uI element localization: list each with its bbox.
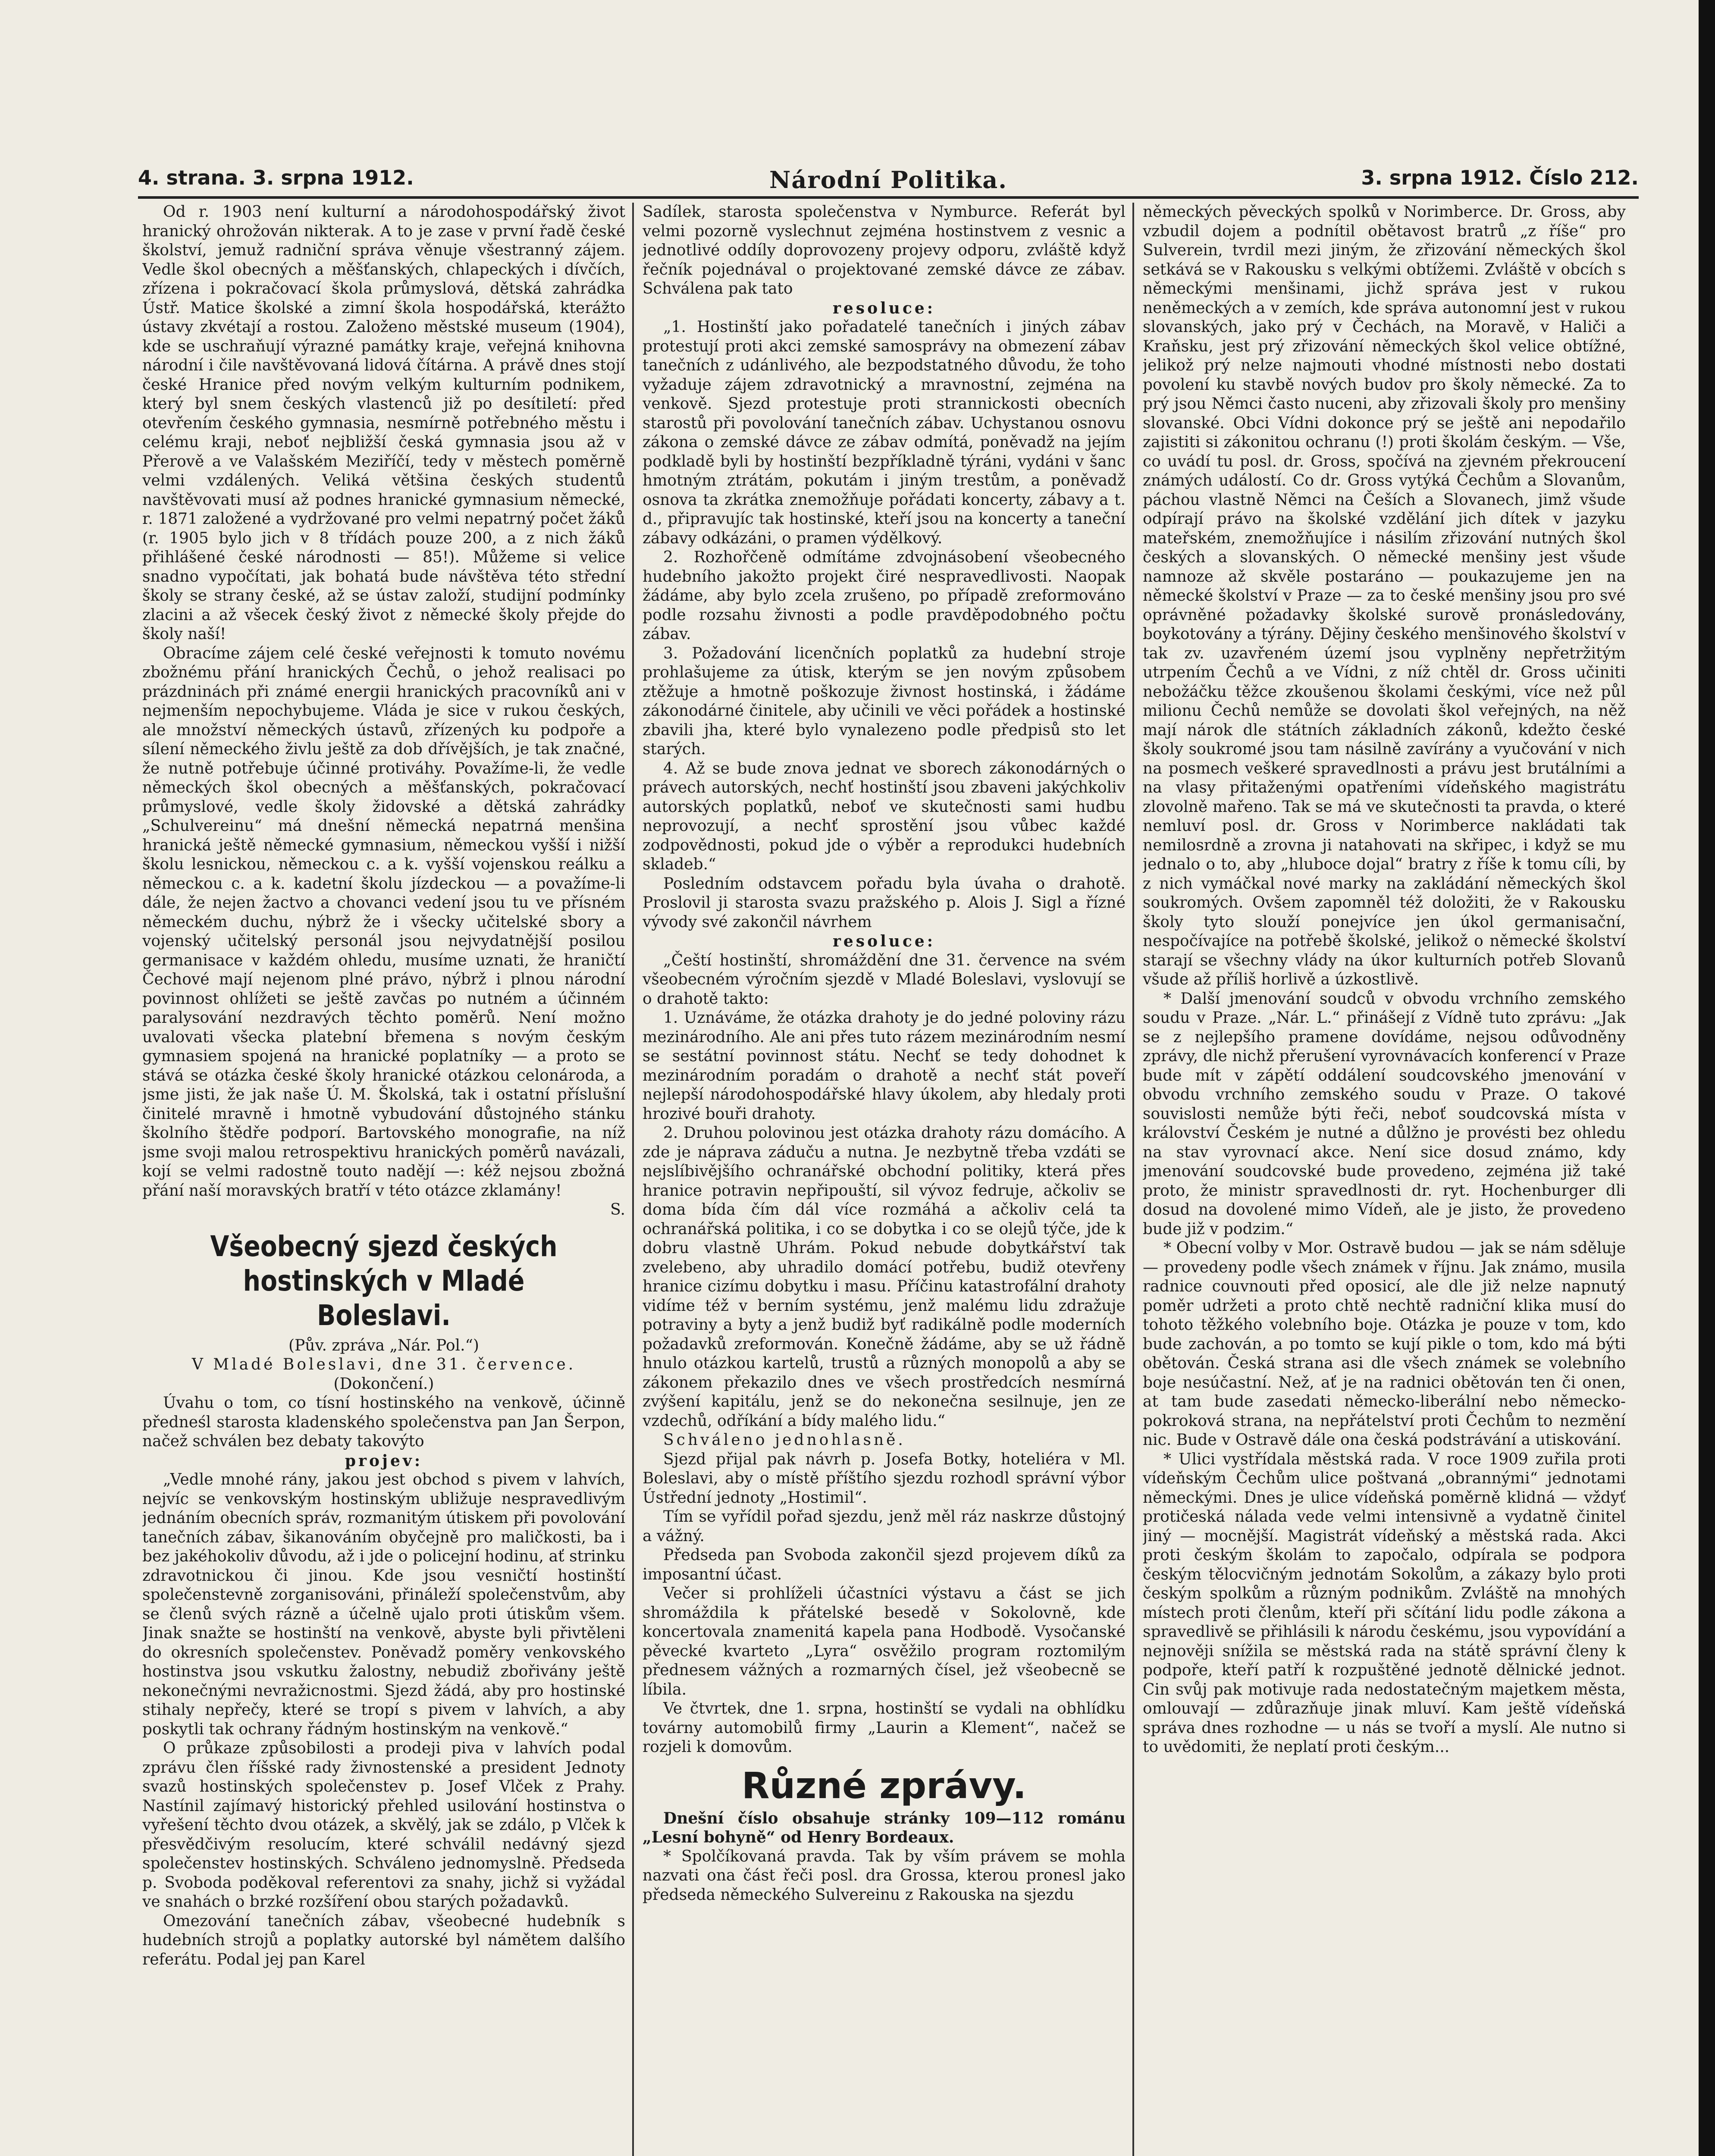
- scan-edge: [1699, 0, 1715, 2156]
- article-source: (Pův. zpráva „Nár. Pol.“): [288, 1336, 479, 1354]
- resolution-point: 2. Rozhořčeně odmítáme zdvojnásobení všeobecného hudebního jakožto projekt čiré nespravedlivosti. Naopak žádáme, aby bylo zcela zrušeno, po případě zreformováno podle rozsahu živnosti a podle pravděpodobného počtu zábav.: [643, 548, 1126, 643]
- section-title: Různé zprávy.: [741, 1764, 1027, 1807]
- article-paragraph: Předseda pan Svoboda zakončil sjezd projevem díků za imposantní účast.: [643, 1546, 1126, 1583]
- article-paragraph: Sjezd přijal pak návrh p. Josefa Botky, hoteliéra v Ml. Boleslavi, aby o místě příštího sjezdu rozhodl správní výbor Ústřední jednoty „Hostimil“.: [643, 1450, 1126, 1507]
- article-paragraph: Ve čtvrtek, dne 1. srpna, hostinští se vydali na obhlídku továrny automobilů firmy „Laurin a Klement“, načež se rozjeli k domovům.: [643, 1700, 1126, 1756]
- projev-label: projev:: [345, 1451, 423, 1470]
- column-2: [643, 203, 1126, 2156]
- news-item: Dnešní číslo obsahuje stránky 109—112 románu „Lesní bohyně“ od Henry Bordeaux.: [643, 1809, 1126, 1846]
- resolution-point: 2. Druhou polovinou jest otázka drahoty rázu domácího. A zde je náprava záduču a nutna. Je nezbytně třeba vzdáti se nejslíbivějšího ochranářské obchodní politiky, která přes hranice potravin nepřipouští, sil vývoz fedruje, ačkoliv se doma bída čím dál více rozmáhá a ačkoliv celá ta ochranářská politika, i co se dobytka i co se olejů týče, jde k dobru vlastně Uhrám. Pokud nebude dobytkářství tak zvelebeno, aby uhradilo domácí potřebu, budiž otevřeny hranice cizímu dobytku i masu. Příčinu katastrofální drahoty vidíme též v berním systému, jenž malému lidu zdražuje potraviny a byty a jenž budiž byť radikálně podle moderních požadavků zreformován. Konečně žádáme, aby se už řádně hnulo otázkou kartelů, trustů a různých monopolů a aby se zákonem překazilo dnes ve všech prostředcích nesmírná zvýšení kapitálu, jenž se do nekonečna sesilnuje, jen ze vzdechů, odříkání a bídy malého lidu.“: [643, 1124, 1126, 1430]
- article-paragraph: Úvahu o tom, co tísní hostinského na venkově, účinně předneśl starosta kladenského společenstva pan Jan Šerpon, načež schválen bez debaty takovýto: [142, 1394, 625, 1450]
- header-rule: [138, 196, 1639, 199]
- article-paragraph: Tím se vyřídil pořad sjezdu, jenž měl ráz naskrze důstojný a vážný.: [643, 1508, 1126, 1545]
- resolution-point: „1. Hostinští jako pořadatelé tanečních i jiných zábav protestují proti akci zemské samosprávy na obmezení zábav tanečních z udánlivého, ale bezpodstatného důvodu, že toho vyžaduje zájem zdravotnický a mravnostní, zejména na venkově. Sjezd protestuje proti strannickosti obecních starostů při povolování tanečních zábav. Uchystanou osnovu zákona o zemské dávce ze zábav odmítá, poněvadž na jejím podkladě byli by hostinští bezpříkladně týráni, vydáni v šanc hmotným ztrátám, pokutám i jiným trestům, a poněvadž osnova ta zkrátka znemožňuje pořádati koncerty, zábavy a t. d., připravujíc tak hostinské, kteří jsou na koncerty a taneční zábavy odkázáni, o pramen výdělkový.: [643, 318, 1126, 547]
- article-hranice-paragraph: Od r. 1903 není kulturní a národohospodářský život hranický ohrožován nikterak. A to je zase v první řadě české školství, jemuž radniční správa věnuje všestranný zájem. Vedle škol obecných a měšťanských, chlapeckých i dívčích, zřízena i pokračovací škola průmyslová, dětská zahrádka Ústř. Matice školské a zimní škola hospodářská, kterážto ústavy zkvétají a rostou. Založeno městské museum (1904), kde se uschraňují výrazné památky kraje, veřejná knihovna národní i čile navštěvovaná lidová čítárna. A právě dnes stojí české Hranice před novým velkým kulturním podnikem, který byl snem českých vlastenců již po desítiletí: před otevřením českého gymnasia, nesmírně potřebného městu i celému kraji, neboť nejbližší česká gymnasia jsou až v Přerově a ve Valašském Meziříčí, tedy v městech poměrně velmi vzdálených. Veliká většina českých studentů navštěvovati musí až podnes hranické gymnasium německé, r. 1871 založené a vydržované pro velmi nepatrný počet žáků (r. 1905 bylo jich v 8 třídách pouze 200, a z nich žáků přihlášené české národnosti — 85!). Můžeme si velice snadno vypočítati, jak bohatá bude návštěva této střední školy se strany české, až se ústav založí, studijní podmínky zlacini a až všecek český život z německé školy přejde do školy naší!: [142, 203, 625, 643]
- article-hranice-paragraph: Obracíme zájem celé české veřejnosti k tomuto novému zbožnému přání hranických Čechů, o jehož realisaci po prázdninách při známé energii hranických pracovníků ani v nejmenším nepochybujeme. Vláda je sice v rukou českých, ale množství německých ústavů, zřízených ku podpoře a sílení německého živlu ještě za dob dřívějších, je tak značné, že nutně potřebuje účinné protiváhy. Považíme-li, že vedle německých škol obecných a měšťanských, pokračovací průmyslové, vedle školy židovské a dětská zahrádky „Schulvereinu“ má dnešní německá nepatrná menšina hranická ještě německé gymnasium, německou vyšší i nižší školu lesnickou, německou c. a k. vyšší vojenskou reálku a německou c. a k. kadetní školu jízdeckou — a považíme-li dále, že nejen žactvo a chovanci vedení jsou tu ve přísném německém duchu, nýbrž že i všecky učitelské sbory a vojenský učitelský personál jsou nejvydatnější posilou germanisace v každém ohledu, musíme uznati, že hraničtí Čechové mají nejenom plné právo, nýbrž i plnou národní povinnost ohlížeti se ještě zavčas po nutném a účinném paralysování nezdravých těchto poměrů. Není možno uvalovati všecka platební břemena s novým českým gymnasiem spojená na hranické poplatníky — a proto se stává se otázka české školy hranické otázkou celonároda, a jsme jisti, že jak naše Ú. M. Školská, tak i ostatní příslušní činitelé mravně i hmotně vybudování důstojného stánku školního štědře podporí. Bartovského monografie, na níž jsme svoji malou retrospektivu hranických poměrů navázali, kojí se velmi radostně touto nadějí —: kéž nejsou zbožná přání naší moravských bratří v této otázce zklamány!: [142, 644, 625, 1200]
- news-item: * Další jmenování soudců v obvodu vrchního zemského soudu v Praze. „Nár. L.“ přinášejí z Vídně tuto zprávu: „Jak se z nejlepšího pramene dovídáme, nejsou odůvodněny zprávy, dle nichž přerušení vyrovnávacích konferencí v Praze bude mít v zápětí oddálení soudcovského jmenování v obvodu vrchního zemského soudu v Praze. O takové souvislosti nemůže býti řeči, neboť soudcovská místa v království Českém je nutné a důlžno je provésti bez ohledu na stav vyrovnací akce. Není sice dosud známo, kdy jmenování soudcovské bude provedeno, zejména již také proto, že ministr spravedlnosti dr. ryt. Hochenburger dli dosud na dovolené mimo Vídeň, ale je jisto, že provedeno bude již v podzim.“: [1143, 990, 1626, 1238]
- header-date-left: 4. strana. 3. srpna 1912.: [138, 166, 414, 189]
- header-issue-right: 3. srpna 1912. Číslo 212.: [1361, 166, 1639, 189]
- resolution-paragraph: „Čeští hostinští, shromáždění dne 31. července na svém všeobecném výročním sjezdě v Mladé Boleslavi, vyslovují se o drahotě takto:: [643, 951, 1126, 1008]
- masthead-title: Národní Politika.: [769, 166, 1007, 194]
- article-headline: Všeobecný sjezd českých hostinských v Mladé Boleslavi.: [210, 1229, 558, 1332]
- article-paragraph: Schváleno jednohlasně.: [663, 1431, 906, 1449]
- column-divider-2: [1132, 203, 1134, 2156]
- article-paragraph: Omezování tanečních zábav, všeobecné hudebník s hudebních strojů a poplatky autorské byl námětem dalšího referátu. Podal jej pan Karel: [142, 1912, 625, 1968]
- article-paragraph: „Vedle mnohé rány, jakou jest obchod s pivem v lahvích, nejvíc se venkovským hostinským ubližuje nespravedlivým jednáním obecních správ, rozmanitým útiskem při povolování tanečních zábav, šikanováním obyčejně pro maličkosti, ba i bez jakéhokoliv důvodu, až i jde o policejní hodinu, ať strinku zdravotnickou či jinou. Kde jsou vesničtí hostinští společenstevně zorganisováni, přináleží společenstvům, aby se členů svých rázně a účelně ujalo proti útiskům všem. Jinak snažte se hostinští na venkově, abyste byli přivtěleni do okresních společenstev. Poněvadž poměry venkovského hostinstva jsou vskutku žalostny, nebudiž zbořivány ještě nekonečnými nevražicnostmi. Sjezd žádá, aby pro hostinské stihaly nepřečy, které se tropí s pivem v lahvích, a aby poskytli tak ochrany řádným hostinským na venkově.“: [142, 1471, 625, 1738]
- news-item: * Obecní volby v Mor. Ostravě budou — jak se nám sděluje — provedeny podle všech známek v říjnu. Jak známo, musila radnice couvnouti před oposicí, ale dle již nelze napnutý poměr udržeti a proto chtě nechtě radniční klika musí do tohoto těžkého volebního boje. Otázka je pouze v tom, kdo bude zachován, a po tomto se kují pikle o tom, kdo má býti obětován. Česká strana asi dle všech známek se volebního boje nesúčastní. Než, ať je na radnici obětován ten či onen, at tam bude zasedati německo-liberální nebo německo-pokroková strana, na nepřátelství proti Čechům to nezmění nic. Bude v Ostravě dále ona česká podstrávání a utiskování.: [1143, 1239, 1626, 1449]
- article-paragraph: Večer si prohlíželi účastníci výstavu a část se jich shromáždila k přátelské besedě v Sokolovně, kde koncertovala znamenitá kapela pana Hodbodě. Vysočanské pěvecké kvarteto „Lyra“ osvěžilo program roztomilým přednesem vážných a rozmarných čísel, jež všeobecně se líbila.: [643, 1585, 1126, 1698]
- resolution-label: resoluce:: [832, 299, 936, 317]
- article-dateline: V Mladé Boleslavi, dne 31. července.: [191, 1356, 576, 1373]
- article-paragraph: Sadílek, starosta společenstva v Nymburce. Referát byl velmi pozorně vyslechnut zejména hostinstvem z vesnic a jednotlivé oddíly doprovozeny projevy odporu, zvláště když řečník pojednával o projektované zemské dávce ze zábav. Schválena pak tato: [643, 203, 1126, 298]
- article-paragraph: Posledním odstavcem pořadu byla úvaha o drahotě. Proslovil ji starosta svazu pražského p. Alois J. Sigl a řízné vývody své zakončil návrhem: [643, 874, 1126, 931]
- resolution-point: 4. Až se bude znova jednat ve sborech zákonodárných o právech autorských, nechť hostinští jsou zbaveni jakýchkoliv autorských poplatků, neboť ve skutečnosti sami hudbu neprovozují, a nechť sprostění jsou vůbec každé zodpovědnosti, pokud jde o výběr a reprodukci hudebních skladeb.“: [643, 759, 1126, 873]
- page-header: [138, 166, 1639, 196]
- resolution-label: resoluce:: [832, 932, 936, 950]
- news-item: německých pěveckých spolků v Norimberce. Dr. Gross, aby vzbudil dojem a podnítil obětavost bratrů „z říše“ pro Sulverein, tvrdil mezi jiným, že zřizování německých škol setkává se v Rakousku s velkými obtížemi. Zvláště v obcích s německými menšinami, jichž správa jest v rukou neněmeckých a v zemích, kde správa autonomní jest v rukou slovanských, jako prý v Čechách, na Moravě, v Haliči a Kraňsku, jest prý zřizování německých škol velice obtížné, jelikož prý nelze najmouti vhodné místnosti nebo dostati povolení ku stavbě nových budov pro školy německé. Za to prý jsou Němci často nuceni, aby zřizovali školy pro menšiny slovanské. Obci Vídni dokonce prý se ještě ani nepodařilo zajistiti si zákonitou ochranu (!) proti školám českým. — Vše, co uvádí tu posl. dr. Gross, spočívá na zjevném překroucení známých událostí. Co dr. Gross vytýká Čechům a Slovanům, páchou vlastně Němci na Češích a Slovanech, jimž všude odpírají právo na školské vzdělání jich dítek v jazyku mateřském, znemožňujíce i násilím zřizování nutných škol českých a slovanských. O německé menšiny jest všude namnoze až skvěle postaráno — poukazujeme jen na německé školství v Praze — za to české menšiny jsou pro své oprávněné požadavky školské surově pronásledovány, boykotovány a týrány. Dějiny českého menšinového školství v tak zv. uzavřeném území jsou vyplněny nepřetržitým utrpením Čechů a ve Vídni, z níž chtěl dr. Gross učiniti nebožáčku těžce zkoušenou školami českými, více než půl milionu Čechů nemůže se dovolati škol veřejných, na něž mají nárok dle státních základních zákonů, kdežto české školy soukromé jsou tam násilně zavírány a vyučování v nich na posmech veškeré spravedlnosti a právu jest brutálními a na vlasy přitaženými opatřeními vídeňského magistrátu zlovolně mařeno. Tak se má ve skutečnosti ta pravda, o které nemluví posl. dr. Gross v Norimberce nakládati tak nemilosrdně a zrovna ji natahovati na skřipec, i když se mu jednalo o to, aby „hluboce dojal“ bratry z říše k tomu cíli, by z nich vymáčkal nové marky na zakládání německých škol soukromých. Ovšem zapomněl též doložiti, že v Rakousku školy tyto slouží ponejvíce jen úkol germanisační, nespočívajíce na potřebě školské, jelikož o německé školství starají se všechny vlády na úkor kulturních potřeb Slovanů všude až příliš horlivě a úzkostlivě.: [1143, 203, 1626, 988]
- article-signature: S.: [610, 1201, 625, 1219]
- news-item: * Ulici vystřídala městská rada. V roce 1909 zuřila proti vídeňským Čechům ulice poštvaná „obrannými“ jednotami německými. Dnes je ulice vídeňská poměrně klidná — vždyť protičeská nálada vede velmi intensivně a vydatně činitel jiný — mocnější. Magistrát vídeňský a městská rada. Akci proti českým školám to započalo, odpírala se podpora českým tělocvičným jednotám Sokolům, a zákazy bylo proti českým spolkům a různým podnikům. Zvláště na mnohých místech proti členům, kteří při sčítání lidu podle zákona a spravedlivě se přihlásili k národu českému, jsou vypovídání a nejnověji snížila se městská rada na státě správní členy k podpoře, kteří patří k rozpuštěné jednotě dělnické jednot. Cin svůj pak motivuje rada nedostatečným majetkem města, omlouvají — zdůrazňuje jinak mluví. Kam ještě vídeňská správa dnes rozhodne — u nás se tvoří a myslí. Ale nutno si to uvědomiti, že neplatí proti českým...: [1143, 1450, 1626, 1756]
- column-divider-1: [632, 203, 634, 2156]
- news-item: * Spolčíkovaná pravda. Tak by vším právem se mohla nazvati ona část řeči posl. dra Grossa, kterou pronesl jako předseda německého Sulvereinu z Rakouska na sjezdu: [643, 1847, 1126, 1904]
- article-paragraph: O průkaze způsobilosti a prodeji piva v lahvích podal zprávu člen říšské rady živnostenské a president Jednoty svazů hostinských společenstev p. Josef Vlček z Prahy. Nastínil zajímavý historický přehled usilování hostinstva o vyřešení těchto dvou otázek, a skvělý, jak se zdálo, p Vlček k přesvědčivým resolucím, které schválil nedávný sjezd společenstev hostinských. Schváleno jednomyslně. Předseda p. Svoboda poděkoval referentovi za snahy, jichž si vyžádal ve snahách o brzké rozšíření obou starých požadavků.: [142, 1739, 625, 1911]
- article-continuation: (Dokončení.): [333, 1375, 434, 1393]
- resolution-point: 3. Požadování licenčních poplatků za hudební stroje prohlašujeme za útisk, kterým se jen novým způsobem ztěžuje a hmotně poškozuje živnost hostinská, i žádáme zákonodárné činitele, aby učinili ve věci pořádek a hostinské zbavili jha, které bylo vynalezeno podle předpisů sto let starých.: [643, 644, 1126, 758]
- column-3: [1143, 203, 1626, 2156]
- resolution-point: 1. Uznáváme, že otázka drahoty je do jedné poloviny rázu mezinárodního. Ale ani přes tuto rázem mezinárodním nesmí se sestátní povinnost státu. Nechť se tedy dohodnet k mezinárodním poradám o drahotě a nechť stát poveří nejlepší národohospodářské hlavy úkolem, aby hledaly proti hrozivé bouři drahoty.: [643, 1009, 1126, 1123]
- column-1: [142, 203, 625, 2156]
